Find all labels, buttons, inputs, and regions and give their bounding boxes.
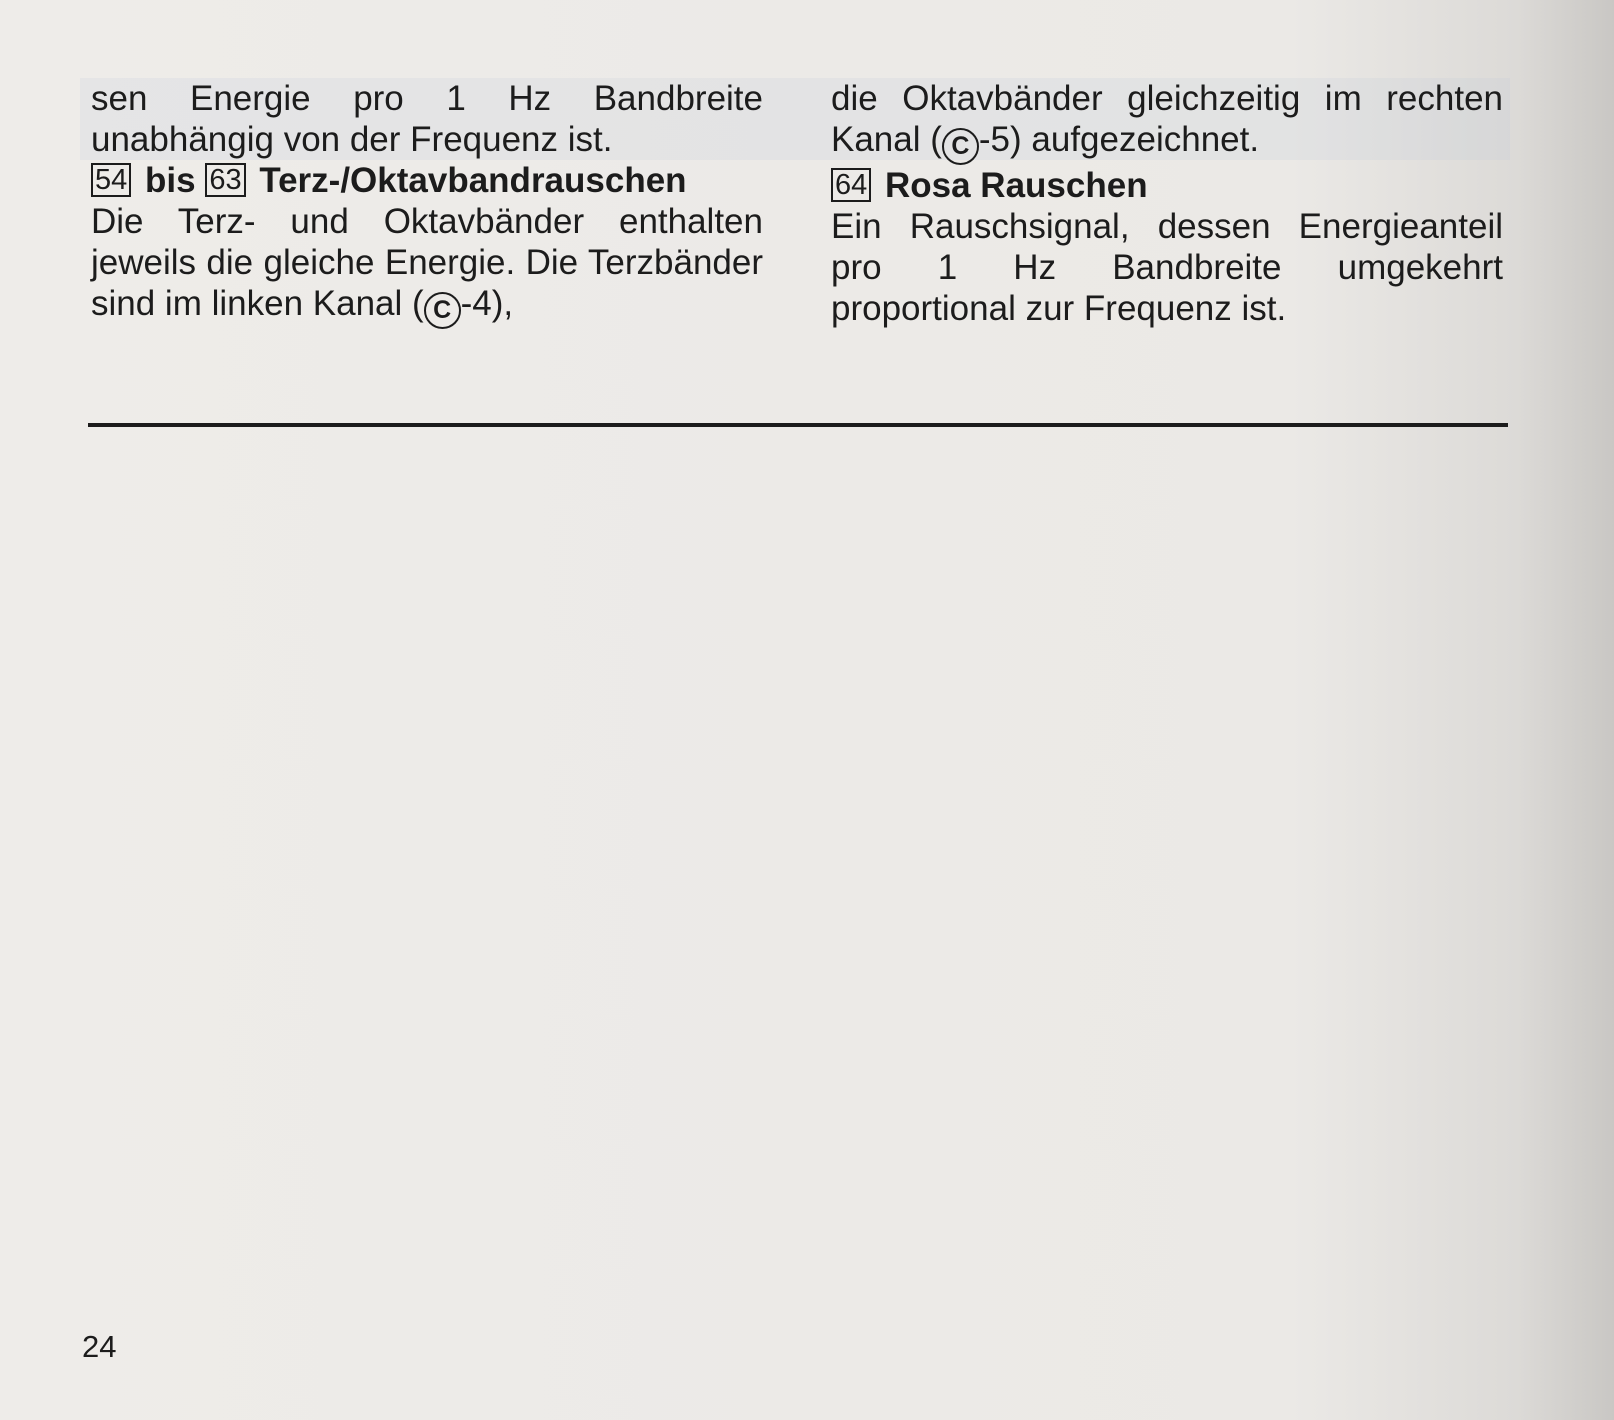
right-column bbox=[831, 78, 1503, 329]
left-column bbox=[91, 78, 763, 329]
heading-connector: bis bbox=[145, 161, 196, 200]
right-paragraph-rosa-rauschen: Ein Rauschsignal, dessen Energieanteil pro 1 Hz Bandbreite umgekehrt proportional zur Frequenz ist. bbox=[831, 207, 1503, 328]
paragraph-text-end: -5) aufgezeichnet. bbox=[978, 120, 1260, 159]
left-paragraph-terz-oktav bbox=[91, 201, 763, 329]
section-heading-rosa-rauschen bbox=[831, 165, 1503, 206]
reference-number-box: 64 bbox=[831, 168, 871, 202]
paragraph-text: Die Terz- und Oktavbänder enthalten jeweils die gleiche Energie. Die Terzbänder sind im linken Kanal ( bbox=[91, 202, 763, 323]
page-number: 24 bbox=[82, 1329, 117, 1364]
circled-c-icon: C bbox=[942, 128, 979, 165]
paragraph-text: die Oktavbänder gleichzeitig im rechten Kanal ( bbox=[831, 79, 1503, 159]
circled-c-icon: C bbox=[424, 292, 461, 329]
horizontal-divider bbox=[88, 423, 1508, 427]
heading-title: Terz-/Oktavbandrauschen bbox=[259, 161, 687, 200]
section-heading-terz-oktav bbox=[91, 160, 763, 201]
left-paragraph-continued: sen Energie pro 1 Hz Bandbreite unabhängig von der Frequenz ist. bbox=[91, 79, 763, 159]
right-paragraph-continued bbox=[831, 78, 1503, 165]
reference-number-box: 63 bbox=[205, 163, 245, 197]
reference-number-box: 54 bbox=[91, 163, 131, 197]
paragraph-text-end: -4), bbox=[460, 284, 514, 323]
heading-title: Rosa Rauschen bbox=[885, 166, 1148, 205]
